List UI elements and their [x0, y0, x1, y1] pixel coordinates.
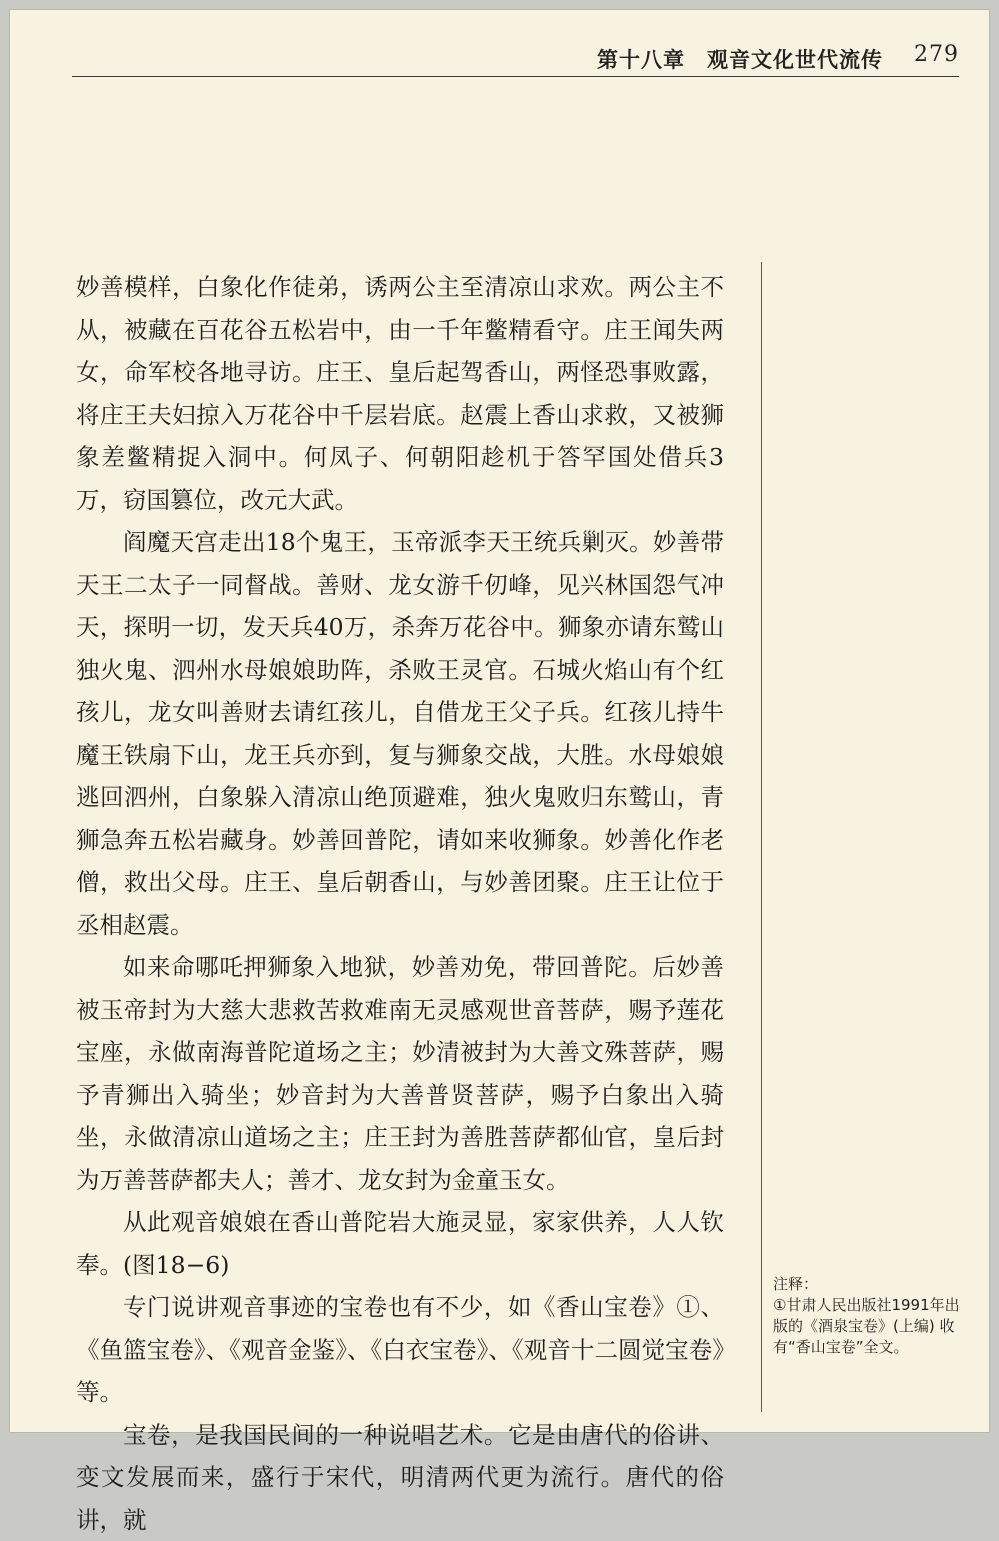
footnote — [773, 1274, 973, 1358]
paragraph: 如来命哪吒押狮象入地狱，妙善劝免，带回普陀。后妙善被玉帝封为大慈大悲救苦救难南无灵感观世音菩萨，赐予莲花宝座，永做南海普陀道场之主；妙清被封为大善文殊菩萨，赐予青狮出入骑坐；妙音封为大善普贤菩萨，赐予白象出入骑坐，永做清凉山道场之主；庄王封为善胜菩萨都仙官，皇后封为万善菩萨都夫人；善才、龙女封为金童玉女。 — [76, 946, 724, 1201]
paragraph: 阎魔天宫走出18个鬼王，玉帝派李天王统兵剿灭。妙善带天王二太子一同督战。善财、龙女游千仞峰，见兴林国怨气冲天，探明一切，发天兵40万，杀奔万花谷中。狮象亦请东鹫山独火鬼、泗州水母娘娘助阵，杀败王灵官。石城火焰山有个红孩儿，龙女叫善财去请红孩儿，自借龙王父子兵。红孩儿持牛魔王铁扇下山，龙王兵亦到，复与狮象交战，大胜。水母娘娘逃回泗州，白象躲入清凉山绝顶避难，独火鬼败归东鹫山，青狮急奔五松岩藏身。妙善回普陀，请如来收狮象。妙善化作老僧，救出父母。庄王、皇后朝香山，与妙善团聚。庄王让位于丞相赵震。 — [76, 521, 724, 946]
margin-divider — [761, 262, 762, 1412]
footnote-title: 注释： — [773, 1274, 973, 1295]
paragraph: 妙善模样，白象化作徒弟，诱两公主至清凉山求欢。两公主不从，被藏在百花谷五松岩中，由一千年鳖精看守。庄王闻失两女，命军校各地寻访。庄王、皇后起驾香山，两怪恐事败露，将庄王夫妇掠入万花谷中千层岩底。赵震上香山求救，又被狮象差鳖精捉入洞中。何凤子、何朝阳趁机于答罕国处借兵3万，窃国篡位，改元大武。 — [76, 266, 724, 521]
paragraph: 宝卷，是我国民间的一种说唱艺术。它是由唐代的俗讲、变文发展而来，盛行于宋代，明清两代更为流行。唐代的俗讲，就 — [76, 1414, 724, 1541]
paragraph: 从此观音娘娘在香山普陀岩大施灵显，家家供养，人人钦奉。(图18−6) — [76, 1201, 724, 1286]
chapter-title: 第十八章 观音文化世代流传 — [597, 44, 883, 74]
book-page — [9, 9, 990, 1433]
body-text — [76, 266, 724, 1541]
running-header — [72, 32, 959, 77]
footnote-text: ①甘肃人民出版社1991年出版的《酒泉宝卷》(上编) 收有“香山宝卷”全文。 — [773, 1296, 960, 1356]
page-number: 279 — [914, 42, 959, 67]
paragraph: 专门说讲观音事迹的宝卷也有不少，如《香山宝卷》①、《鱼篮宝卷》、《观音金鉴》、《白衣宝卷》、《观音十二圆觉宝卷》等。 — [76, 1286, 724, 1414]
